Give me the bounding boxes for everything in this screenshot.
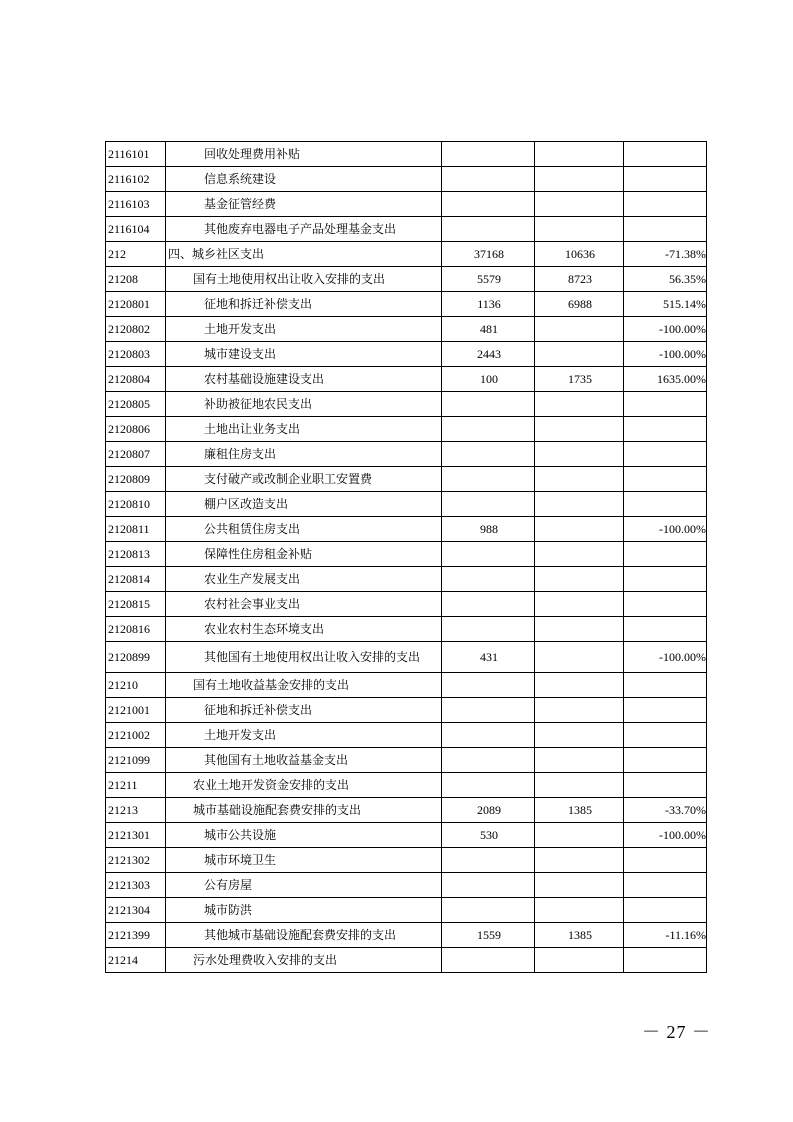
row-change-percent <box>624 948 707 973</box>
row-change-percent: -33.70% <box>624 798 707 823</box>
row-value-current <box>535 217 624 242</box>
row-name: 农业土地开发资金安排的支出 <box>166 773 442 798</box>
row-name: 四、城乡社区支出 <box>166 242 442 267</box>
row-value-prior <box>442 392 535 417</box>
row-value-current: 1735 <box>535 367 624 392</box>
table-row <box>106 798 707 823</box>
row-value-prior <box>442 873 535 898</box>
row-code: 21208 <box>106 267 166 292</box>
row-code: 2121399 <box>106 923 166 948</box>
row-value-current <box>535 592 624 617</box>
row-change-percent: -100.00% <box>624 823 707 848</box>
row-change-percent: -100.00% <box>624 317 707 342</box>
row-name: 征地和拆迁补偿支出 <box>166 698 442 723</box>
row-code: 2116103 <box>106 192 166 217</box>
row-name: 土地开发支出 <box>166 317 442 342</box>
row-value-prior <box>442 467 535 492</box>
row-name: 城市建设支出 <box>166 342 442 367</box>
table-row <box>106 948 707 973</box>
row-name: 农业生产发展支出 <box>166 567 442 592</box>
row-code: 2120801 <box>106 292 166 317</box>
row-value-prior <box>442 167 535 192</box>
row-value-prior <box>442 417 535 442</box>
row-name: 其他国有土地收益基金支出 <box>166 748 442 773</box>
row-change-percent <box>624 392 707 417</box>
table-row <box>106 673 707 698</box>
row-value-current: 1385 <box>535 798 624 823</box>
row-name: 土地出让业务支出 <box>166 417 442 442</box>
row-value-current <box>535 673 624 698</box>
row-code: 21213 <box>106 798 166 823</box>
row-value-current <box>535 873 624 898</box>
row-change-percent: -100.00% <box>624 342 707 367</box>
row-value-prior <box>442 848 535 873</box>
row-name: 国有土地收益基金安排的支出 <box>166 673 442 698</box>
row-code: 2120807 <box>106 442 166 467</box>
budget-table-body <box>106 142 707 973</box>
table-row <box>106 142 707 167</box>
row-value-current <box>535 748 624 773</box>
row-value-prior <box>442 592 535 617</box>
row-name: 棚户区改造支出 <box>166 492 442 517</box>
row-value-prior: 431 <box>442 642 535 673</box>
row-value-current <box>535 142 624 167</box>
row-value-current <box>535 417 624 442</box>
table-row <box>106 517 707 542</box>
table-row <box>106 467 707 492</box>
table-row <box>106 723 707 748</box>
row-change-percent: 56.35% <box>624 267 707 292</box>
row-name: 农业农村生态环境支出 <box>166 617 442 642</box>
row-change-percent: -100.00% <box>624 642 707 673</box>
row-value-prior <box>442 748 535 773</box>
row-name: 信息系统建设 <box>166 167 442 192</box>
row-value-prior <box>442 773 535 798</box>
row-name: 支付破产或改制企业职工安置费 <box>166 467 442 492</box>
row-value-current: 8723 <box>535 267 624 292</box>
row-name: 基金征管经费 <box>166 192 442 217</box>
row-code: 2120802 <box>106 317 166 342</box>
row-value-current: 1385 <box>535 923 624 948</box>
row-value-current <box>535 492 624 517</box>
row-code: 2121302 <box>106 848 166 873</box>
row-value-prior <box>442 542 535 567</box>
row-name: 其他废弃电器电子产品处理基金支出 <box>166 217 442 242</box>
table-row <box>106 342 707 367</box>
row-change-percent <box>624 442 707 467</box>
row-value-current <box>535 392 624 417</box>
row-value-prior: 100 <box>442 367 535 392</box>
row-value-current <box>535 898 624 923</box>
row-code: 2121303 <box>106 873 166 898</box>
row-value-prior: 988 <box>442 517 535 542</box>
page-number: － 27 － <box>642 1022 711 1042</box>
row-name: 补助被征地农民支出 <box>166 392 442 417</box>
row-value-prior: 2443 <box>442 342 535 367</box>
row-code: 2120810 <box>106 492 166 517</box>
table-row <box>106 242 707 267</box>
row-code: 2120814 <box>106 567 166 592</box>
row-value-prior: 1136 <box>442 292 535 317</box>
row-value-prior <box>442 673 535 698</box>
row-value-current <box>535 823 624 848</box>
row-name: 公共租赁住房支出 <box>166 517 442 542</box>
table-row <box>106 873 707 898</box>
row-code: 2120899 <box>106 642 166 673</box>
row-name: 其他城市基础设施配套费安排的支出 <box>166 923 442 948</box>
table-row <box>106 698 707 723</box>
table-row <box>106 442 707 467</box>
row-code: 2121099 <box>106 748 166 773</box>
row-name: 农村基础设施建设支出 <box>166 367 442 392</box>
row-code: 2120806 <box>106 417 166 442</box>
row-name: 城市防洪 <box>166 898 442 923</box>
row-value-current <box>535 467 624 492</box>
row-value-current: 6988 <box>535 292 624 317</box>
row-value-prior <box>442 492 535 517</box>
row-code: 2120815 <box>106 592 166 617</box>
row-value-current <box>535 617 624 642</box>
row-value-current <box>535 773 624 798</box>
row-code: 2121001 <box>106 698 166 723</box>
row-change-percent <box>624 723 707 748</box>
table-row <box>106 367 707 392</box>
row-value-current <box>535 948 624 973</box>
row-value-current <box>535 167 624 192</box>
table-row <box>106 542 707 567</box>
row-name: 国有土地使用权出让收入安排的支出 <box>166 267 442 292</box>
row-value-prior <box>442 142 535 167</box>
row-value-prior <box>442 723 535 748</box>
row-name-text: 其他国有土地使用权出让收入安排的支出 <box>204 650 421 664</box>
row-value-current <box>535 317 624 342</box>
row-change-percent <box>624 142 707 167</box>
row-value-prior: 5579 <box>442 267 535 292</box>
row-change-percent <box>624 873 707 898</box>
row-code: 2120813 <box>106 542 166 567</box>
row-change-percent <box>624 542 707 567</box>
row-code: 2121301 <box>106 823 166 848</box>
row-value-prior <box>442 698 535 723</box>
table-row <box>106 317 707 342</box>
row-name: 污水处理费收入安排的支出 <box>166 948 442 973</box>
row-code: 2116102 <box>106 167 166 192</box>
row-value-current <box>535 342 624 367</box>
row-value-prior: 37168 <box>442 242 535 267</box>
row-code: 2120816 <box>106 617 166 642</box>
table-row <box>106 192 707 217</box>
row-change-percent <box>624 848 707 873</box>
row-value-current: 10636 <box>535 242 624 267</box>
row-value-prior <box>442 217 535 242</box>
row-change-percent: 515.14% <box>624 292 707 317</box>
row-name: 城市环境卫生 <box>166 848 442 873</box>
row-code: 2120805 <box>106 392 166 417</box>
row-name <box>166 642 442 673</box>
row-value-prior <box>442 898 535 923</box>
row-name: 回收处理费用补贴 <box>166 142 442 167</box>
row-code: 21211 <box>106 773 166 798</box>
row-value-current <box>535 517 624 542</box>
table-row <box>106 167 707 192</box>
row-name: 廉租住房支出 <box>166 442 442 467</box>
budget-table <box>105 141 707 973</box>
row-code: 2120811 <box>106 517 166 542</box>
row-change-percent <box>624 748 707 773</box>
row-change-percent <box>624 217 707 242</box>
table-row <box>106 392 707 417</box>
row-name: 农村社会事业支出 <box>166 592 442 617</box>
row-code: 2116104 <box>106 217 166 242</box>
row-change-percent <box>624 617 707 642</box>
row-code: 2121304 <box>106 898 166 923</box>
row-code: 2116101 <box>106 142 166 167</box>
row-code: 212 <box>106 242 166 267</box>
row-value-prior <box>442 442 535 467</box>
row-change-percent: 1635.00% <box>624 367 707 392</box>
row-name: 城市基础设施配套费安排的支出 <box>166 798 442 823</box>
row-value-current <box>535 848 624 873</box>
row-value-prior <box>442 617 535 642</box>
row-change-percent <box>624 417 707 442</box>
row-name: 征地和拆迁补偿支出 <box>166 292 442 317</box>
row-change-percent <box>624 673 707 698</box>
row-change-percent: -11.16% <box>624 923 707 948</box>
row-change-percent <box>624 467 707 492</box>
table-row <box>106 417 707 442</box>
row-value-current <box>535 542 624 567</box>
table-row <box>106 823 707 848</box>
table-row <box>106 292 707 317</box>
row-code: 21210 <box>106 673 166 698</box>
table-row <box>106 923 707 948</box>
row-change-percent <box>624 773 707 798</box>
row-change-percent <box>624 492 707 517</box>
row-value-current <box>535 723 624 748</box>
row-name: 城市公共设施 <box>166 823 442 848</box>
table-row <box>106 773 707 798</box>
row-code: 2120804 <box>106 367 166 392</box>
table-row <box>106 567 707 592</box>
row-value-prior: 481 <box>442 317 535 342</box>
row-value-prior: 1559 <box>442 923 535 948</box>
table-row <box>106 642 707 673</box>
row-value-current <box>535 442 624 467</box>
table-row <box>106 617 707 642</box>
row-value-prior <box>442 567 535 592</box>
row-value-current <box>535 192 624 217</box>
row-change-percent <box>624 898 707 923</box>
row-code: 21214 <box>106 948 166 973</box>
table-row <box>106 217 707 242</box>
row-value-current <box>535 567 624 592</box>
table-row <box>106 492 707 517</box>
row-change-percent <box>624 167 707 192</box>
row-change-percent <box>624 698 707 723</box>
row-change-percent: -71.38% <box>624 242 707 267</box>
row-value-prior <box>442 948 535 973</box>
row-change-percent: -100.00% <box>624 517 707 542</box>
row-value-prior <box>442 192 535 217</box>
row-code: 2120803 <box>106 342 166 367</box>
table-row <box>106 898 707 923</box>
row-name: 保障性住房租金补贴 <box>166 542 442 567</box>
table-row <box>106 848 707 873</box>
table-row <box>106 267 707 292</box>
row-change-percent <box>624 567 707 592</box>
row-value-current <box>535 642 624 673</box>
row-change-percent <box>624 592 707 617</box>
row-value-prior: 530 <box>442 823 535 848</box>
row-code: 2120809 <box>106 467 166 492</box>
row-value-prior: 2089 <box>442 798 535 823</box>
row-name: 公有房屋 <box>166 873 442 898</box>
table-row <box>106 748 707 773</box>
row-change-percent <box>624 192 707 217</box>
row-name: 土地开发支出 <box>166 723 442 748</box>
row-value-current <box>535 698 624 723</box>
row-code: 2121002 <box>106 723 166 748</box>
table-row <box>106 592 707 617</box>
